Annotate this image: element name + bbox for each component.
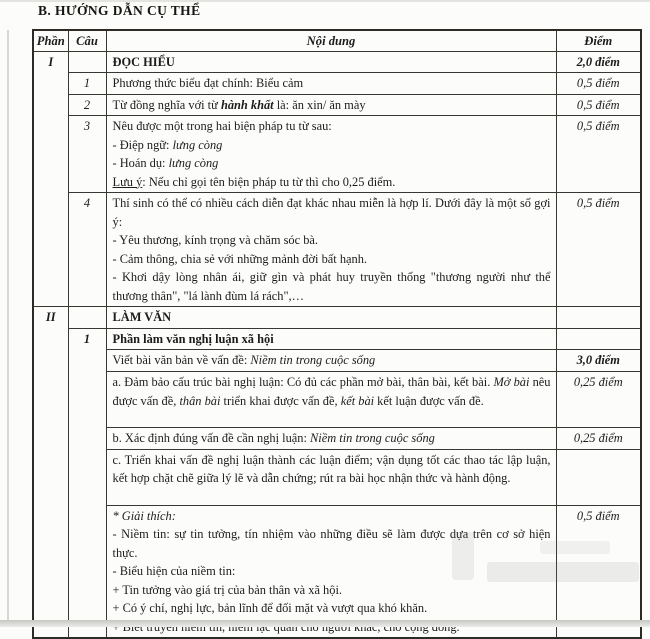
content-line: Từ đồng nghĩa với từ hành khất là: ăn xin/ ăn mày: [112, 97, 366, 112]
content-cell: [106, 73, 556, 95]
diem-cell: 2,0 điểm: [556, 51, 641, 73]
content-line: ĐỌC HIỂU: [112, 54, 175, 69]
diem-cell: 0,5 điểm: [556, 505, 641, 638]
phan-cell: II: [33, 307, 68, 639]
content-cell: [106, 116, 556, 193]
content-cell: [106, 449, 556, 505]
content-line: - Niềm tin: sự tin tưởng, tín nhiệm vào những điều sẽ làm được dựa trên cơ sở hiện thực.: [112, 527, 551, 560]
diem-cell: 0,5 điểm: [556, 193, 641, 307]
page-title: B. HƯỚNG DẪN CỤ THỂ: [38, 3, 201, 18]
diem-cell: 0,5 điểm: [556, 94, 641, 116]
content-line: - Cảm thông, chia sẻ với những mảnh đời bất hạnh.: [112, 251, 368, 266]
content-cell: [106, 193, 556, 307]
diem-cell: 0,25 điểm: [556, 428, 641, 450]
content-cell: [106, 350, 556, 372]
content-line: Thí sinh có thể có nhiều cách diễn đạt khác nhau miễn là hợp lí. Dưới đây là một số gợi ý:: [112, 196, 551, 229]
table-header-row: [33, 30, 641, 51]
diem-cell: 0,5 điểm: [556, 73, 641, 95]
diem-cell: [556, 307, 641, 329]
col-header-diem: Điểm: [556, 30, 641, 51]
content-line: - Điệp ngữ: lưng còng: [112, 137, 223, 152]
content-cell: [106, 328, 556, 350]
cau-cell: 4: [68, 193, 106, 307]
content-line: Viết bài văn bản về vấn đề: Niềm tin trong cuộc sống: [112, 353, 376, 367]
content-line: - Hoán dụ: lưng còng: [112, 156, 219, 170]
content-line: * Giải thích:: [112, 508, 176, 523]
content-line: a. Đảm bảo cấu trúc bài nghị luận: Có đủ các phần mở bài, thân bài, kết bài. Mở bài nêu được vấn đề, thân bài triển khai được vấn đề, kết bài kết luận được vấn đề.: [112, 375, 551, 408]
content-cell: [106, 428, 556, 450]
watermark: [452, 532, 474, 580]
col-header-phan: Phần: [33, 30, 68, 51]
table-row: [33, 307, 641, 329]
content-line: - Yêu thương, kính trọng và chăm sóc bà.: [112, 233, 319, 247]
table-row: [33, 449, 641, 505]
content-line: Phương thức biểu đạt chính: Biểu cảm: [112, 76, 304, 90]
table-row: [33, 116, 641, 193]
cau-cell: [68, 51, 106, 73]
cau-cell: [68, 307, 106, 329]
content-line: Lưu ý: Nếu chỉ gọi tên biện pháp tu từ thì cho 0,25 điểm.: [112, 174, 396, 189]
content-line: Phần làm văn nghị luận xã hội: [112, 331, 274, 346]
content-line: - Khơi dậy lòng nhân ái, giữ gìn và phát huy truyền thống "thương người như thể thương thân", "lá lành đùm lá rách",…: [112, 270, 551, 303]
content-cell: [106, 94, 556, 116]
col-header-cau: Câu: [68, 30, 106, 51]
table-row: [33, 350, 641, 372]
diem-cell: 0,25 điểm: [556, 372, 641, 428]
table-row: [33, 372, 641, 428]
table-row: [33, 193, 641, 307]
content-cell: [106, 51, 556, 73]
page-edge-shadow-top: [0, 0, 650, 2]
page-edge-shadow-left: [7, 30, 9, 620]
cau-cell: 1: [68, 328, 106, 638]
col-header-noi-dung: Nội dung: [106, 30, 556, 51]
content-cell: [106, 372, 556, 428]
phan-cell: I: [33, 51, 68, 307]
content-line: c. Triển khai vấn đề nghị luận thành các luận điểm; vận dụng tốt các thao tác lập luận, kết hợp chặt chẽ giữa lý lẽ và dẫn chứng; rút ra bài học nhận thức và hành động.: [112, 452, 551, 485]
diem-cell: [556, 449, 641, 505]
watermark: [487, 562, 639, 582]
watermark: [540, 541, 610, 554]
content-cell: [106, 307, 556, 329]
cau-cell: 3: [68, 116, 106, 193]
table-row: [33, 328, 641, 350]
cau-cell: 1: [68, 73, 106, 95]
diem-cell: 3,0 điểm: [556, 350, 641, 372]
content-line: LÀM VĂN: [112, 310, 172, 324]
page-edge-shadow-bottom: [0, 620, 650, 627]
table-row: [33, 51, 641, 73]
content-line: Nêu được một trong hai biện pháp tu từ sau:: [112, 119, 332, 133]
table-row: [33, 428, 641, 450]
diem-cell: [556, 328, 641, 350]
content-line: - Biểu hiện của niềm tin:: [112, 564, 236, 578]
content-line: + Tin tưởng vào giá trị của bản thân và xã hội.: [112, 582, 342, 597]
content-line: + Có ý chí, nghị lực, bản lĩnh để đối mặt và vượt qua khó khăn.: [112, 601, 428, 615]
diem-cell: 0,5 điểm: [556, 116, 641, 193]
content-line: b. Xác định đúng vấn đề cần nghị luận: Niềm tin trong cuộc sống: [112, 431, 435, 445]
cau-cell: 2: [68, 94, 106, 116]
table-row: [33, 94, 641, 116]
table-row: [33, 73, 641, 95]
